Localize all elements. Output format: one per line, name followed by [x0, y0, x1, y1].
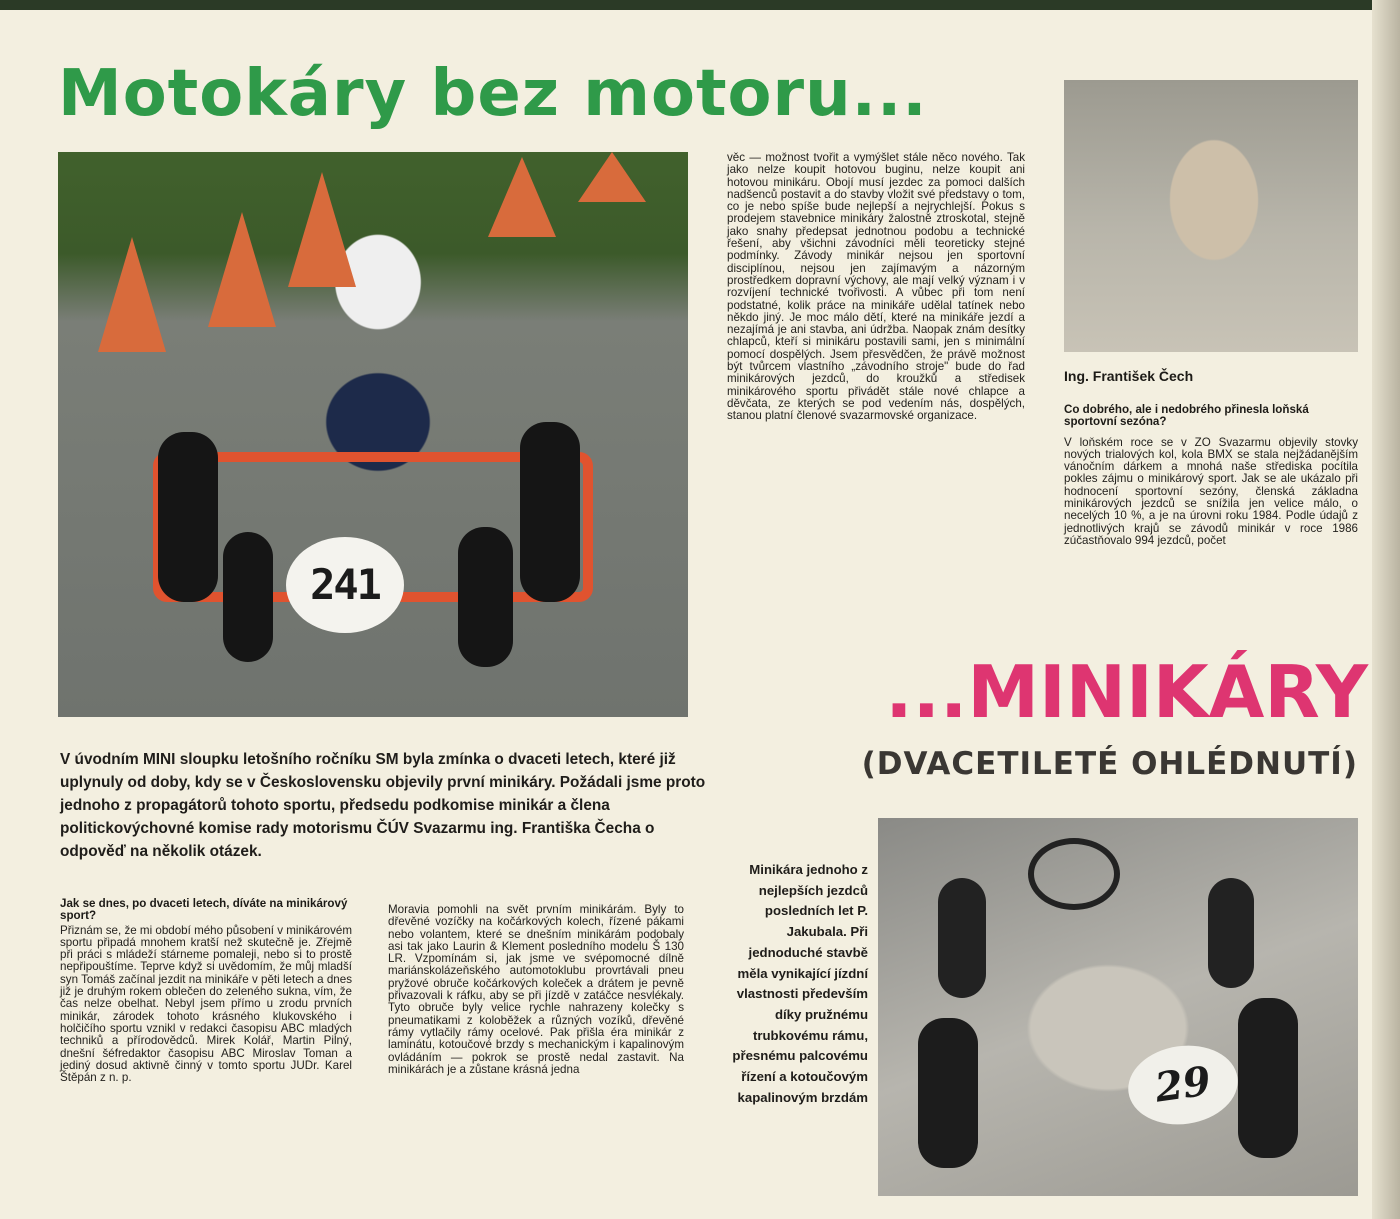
kart-wheel — [223, 532, 273, 662]
minikara-photo — [878, 818, 1358, 1196]
subtitle: (DVACETILETÉ OHLÉDNUTÍ) — [861, 746, 1358, 782]
question-heading: Jak se dnes, po dvaceti letech, díváte na minikárový sport? — [60, 897, 348, 923]
article-column-bottom-left — [60, 898, 352, 1084]
traffic-cone — [288, 172, 356, 287]
headline-minikary: ...MINIKÁRY — [885, 650, 1368, 734]
lead-paragraph: V úvodním MINI sloupku letošního ročníku SM byla zmínka o dvaceti letech, které již uplynuly od doby, kdy se v Československu objevily první minikáry. Požádali jsme proto jednoho z propagátorů tohoto sportu, předsedu podkomise minikár a člena politickovýchovné komise rady motorismu ČÚV Svazarmu ing. Františka Čecha o odpověď na několik otázek. — [60, 751, 706, 860]
headline: Motokáry bez motoru... — [58, 57, 928, 131]
kart-number-plate: 241 — [286, 537, 404, 633]
column-text: V loňském roce se v ZO Svazarmu objevily stovky nových trialových kol, kola BMX se stala nejžádanějším vánočním dárkem a mnohá naše střediska pocítila pokles zájmu o minikárový sport. Jak se ale ukázalo při hodnocení sportovní sezóny, členská základna minikárových jezdců se snížila jen velice málo, o necelých 10 %, a je na úrovni roku 1984. Podle údajů z jednotlivých krajů se závodů minikár v roce 1986 zúčastňovalo 994 jezdců, počet — [1064, 435, 1358, 547]
portrait-caption: Ing. František Čech — [1064, 368, 1194, 384]
kart-wheel — [158, 432, 218, 602]
column-text: Moravia pomohli na svět prvním minikárám. Byly to dřevěné vozíčky na kočárkových kolech, řízené pákami nebo volantem, které se dnešním minikárám podobaly asi tak jako Laurin & Klement posledního modelu Š 130 LR. Vzpomínám si, jak jsme ve svépomocné dílně mariánskolázeňského automotoklubu provrtávali pneu pryžové obruče kočárkových koleček a drátem je pevně přivazovali k ráfku, aby se při jízdě v zatáčce nesvlékaly. Tyto obruče byly velice rychle nahrazeny kolečky s pneumatikami z koloběžek a různých vozíků, dřevěné rámy vytlačily rámy ocelové. Pak přišla éra minikár z laminátu, kotoučové brzdy s mechanickým i kapalinovým ovládáním — pokrok se prostě nedal zastavit. Na minikárách je a zůstane krásná jedna — [388, 903, 684, 1076]
minikara-wheel — [1208, 878, 1254, 988]
minikara-wheel — [918, 1018, 978, 1168]
traffic-cone — [578, 152, 646, 202]
kart-wheel — [520, 422, 580, 602]
article-column-top-middle — [727, 152, 1025, 423]
minikara-caption: Minikára jednoho z nejlepších jezdců posledních let P. Jakubala. Při jednoduché stavbě měla vynikající jízdní vlastnosti především díky pružnému trubkovému rámu, přesnému palcovému řízení a kotoučovým kapalinovým brzdám — [732, 862, 868, 1105]
kart-photo — [58, 152, 688, 717]
page-top-edge — [0, 0, 1400, 10]
minikara-wheel — [1238, 998, 1298, 1158]
question-heading: Co dobrého, ale i nedobrého přinesla loňská sportovní sezóna? — [1064, 403, 1309, 429]
column-text: věc — možnost tvořit a vymýšlet stále něco nového. Tak jako nelze koupit hotovou buginu, nelze koupit ani hotovou minikáru. Obojí musí jezdec za pomoci dalších nadšenců postavit a do stavby vložit své představy o tom, co je nebo spíše bude nejlepší a nejrychlejší. Pokus s prodejem stavebnice minikáry žalostně ztroskotal, stejně jako snahy předepsat jednotnou podobu a technické řešení, aby všichni závodníci měli teoreticky stejné podmínky. Závody minikár nejsou jen sportovní disciplínou, nejsou jen zajímavým a názorným prostředkem dopravní výchovy, ale mají velký význam i v rozvíjení technické tvořivosti. A vůbec při tom není podstatné, kolik práce na minikáře udělal tatínek nebo někdo jiný. Je moc málo dětí, které na minikáře jezdí a nezajímá je ani stavba, ani údržba. Naopak znám desítky chlapců, kteří si minikáru postavili sami, jen s minimální pomocí dospělých. Jsem přesvědčen, že právě možnost být tvůrcem vlastního „závodního stroje" bude do řad minikárových jezdců, do kroužků a středisek minikárového sportu přivádět stále nové chlapce a děvčata, ze kterých se pod vedením nás, dospělých, stanou platní členové svazarmovské organizace. — [727, 151, 1025, 423]
article-column-bottom-middle — [388, 904, 684, 1076]
article-column-right — [1064, 404, 1358, 547]
page-gutter — [1372, 0, 1400, 1219]
steering-wheel-icon — [1028, 838, 1120, 910]
kart-wheel — [458, 527, 513, 667]
traffic-cone — [208, 212, 276, 327]
portrait-photo — [1064, 80, 1358, 352]
traffic-cone — [98, 237, 166, 352]
minikara-number-plate: 29 — [1123, 1039, 1243, 1132]
minikara-wheel — [938, 878, 986, 998]
column-text: Přiznám se, že mi období mého působení v minikárovém sportu připadá mnohem kratší než skutečně je. Zřejmě při práci s mládeží stárneme pomaleji, nebo si to prostě nepřipouštíme. Teprve když si uvědomím, že můj mladší syn Tomáš začínal jezdit na minikáře v pěti letech a dnes již je druhým rokem oblečen do zeleného sukna, vím, že čas nelze obelhat. Nebyl jsem přímo u zrodu prvních minikár, zárodek tohoto krásného klukovského i holčičího sportu vznikl v redakci časopisu ABC mladých techniků a přírodovědců. Mirek Kolář, Martin Pilný, dnešní šéfredaktor časopisu ABC Miroslav Toman a jediný dosud aktivně činný v tomto sportu JUDr. Karel Štěpán z n. p. — [60, 923, 352, 1085]
traffic-cone — [488, 157, 556, 237]
